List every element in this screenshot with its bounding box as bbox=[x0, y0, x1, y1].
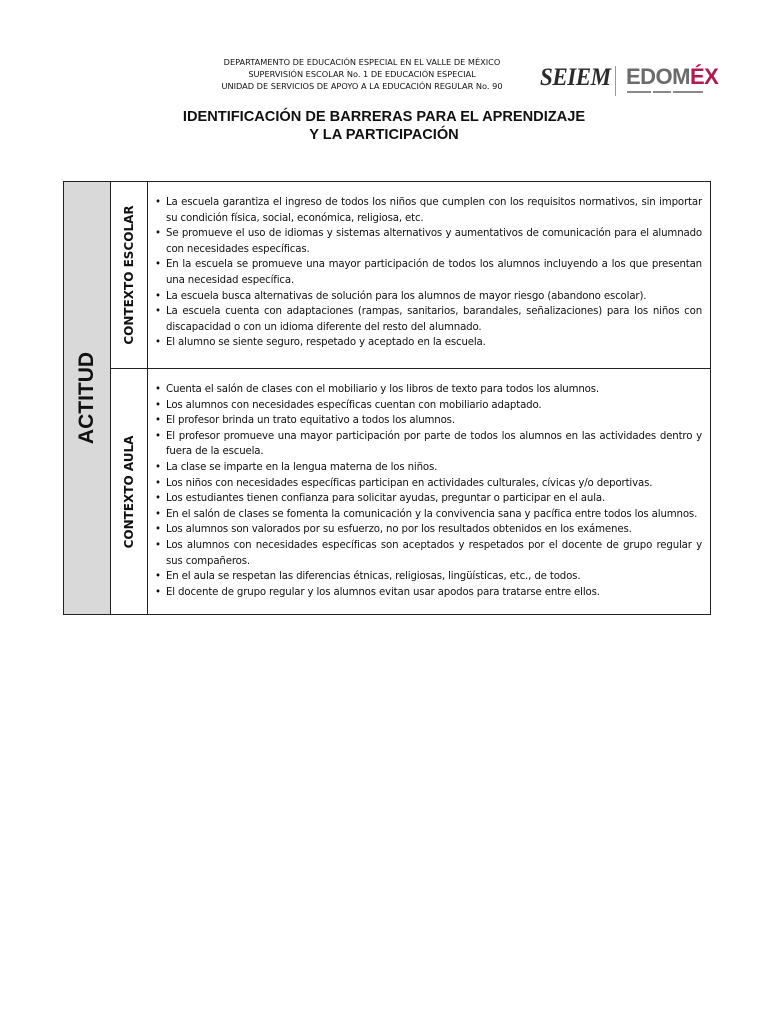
institution-header bbox=[200, 56, 524, 92]
context-column bbox=[111, 369, 148, 614]
context-label: CONTEXTO ESCOLAR bbox=[122, 205, 136, 345]
edomex-logo bbox=[626, 64, 718, 90]
edomex-logo-accent: ÉX bbox=[690, 64, 719, 89]
category-label: ACTITUD bbox=[75, 351, 98, 445]
table-row bbox=[111, 369, 710, 614]
list-item: • Los alumnos con necesidades específicas cuentan con mobiliario adaptado. bbox=[154, 398, 702, 414]
barriers-table bbox=[63, 181, 711, 615]
header-line: UNIDAD DE SERVICIOS DE APOYO A LA EDUCACIÓN REGULAR No. 90 bbox=[221, 81, 503, 91]
list-item: • Cuenta el salón de clases con el mobiliario y los libros de texto para todos los alumnos. bbox=[154, 382, 702, 398]
title-line: Y LA PARTICIPACIÓN bbox=[309, 127, 459, 143]
list-item: • La escuela garantiza el ingreso de todos los niños que cumplen con los requisitos normativos, sin importar su condición física, social, económica, religiosa, etc. bbox=[154, 195, 702, 226]
criteria-list bbox=[148, 182, 710, 351]
header-line: DEPARTAMENTO DE EDUCACIÓN ESPECIAL EN EL VALLE DE MÉXICO bbox=[223, 57, 501, 67]
list-item: • Los alumnos con necesidades específicas son aceptados y respetados por el docente de grupo regular y sus compañeros. bbox=[154, 538, 702, 569]
list-item: • Los niños con necesidades específicas participan en actividades culturales, cívicas y/o deportivas. bbox=[154, 476, 702, 492]
list-item: • La escuela busca alternativas de solución para los alumnos de mayor riesgo (abandono escolar). bbox=[154, 289, 702, 305]
list-item: • El alumno se siente seguro, respetado y aceptado en la escuela. bbox=[154, 335, 702, 351]
list-item: • La escuela cuenta con adaptaciones (rampas, sanitarios, barandales, señalizaciones) para los niños con discapacidad o con un idioma diferente del resto del alumnado. bbox=[154, 304, 702, 335]
title-line: IDENTIFICACIÓN DE BARRERAS PARA EL APRENDIZAJE bbox=[182, 109, 586, 125]
context-label: CONTEXTO AULA bbox=[122, 435, 136, 548]
header-line: SUPERVISIÓN ESCOLAR No. 1 DE EDUCACIÓN ESPECIAL bbox=[248, 69, 476, 79]
list-item: • En el aula se respetan las diferencias étnicas, religiosas, lingüísticas, etc., de todos. bbox=[154, 569, 702, 585]
list-item: • Los alumnos son valorados por su esfuerzo, no por los resultados obtenidos en los exámenes. bbox=[154, 522, 702, 538]
list-item: • En la escuela se promueve una mayor participación de todos los alumnos incluyendo a los que presentan una necesidad específica. bbox=[154, 257, 702, 288]
list-item: • El docente de grupo regular y los alumnos evitan usar apodos para tratarse entre ellos. bbox=[154, 585, 702, 601]
edomex-logo-main: EDOM bbox=[626, 64, 690, 89]
list-item: • El profesor brinda un trato equitativo a todos los alumnos. bbox=[154, 413, 702, 429]
context-column bbox=[111, 182, 148, 368]
category-column bbox=[64, 182, 111, 614]
criteria-list bbox=[148, 369, 710, 600]
list-item: • Se promueve el uso de idiomas y sistemas alternativos y aumentativos de comunicación para el alumnado con necesidades específicas. bbox=[154, 226, 702, 257]
edomex-tagline-graphic bbox=[627, 91, 711, 95]
list-item: • El profesor promueve una mayor participación por parte de todos los alumnos en las actividades dentro y fuera de la escuela. bbox=[154, 429, 702, 460]
list-item: • Los estudiantes tienen confianza para solicitar ayudas, preguntar o participar en el aula. bbox=[154, 491, 702, 507]
table-row bbox=[111, 182, 710, 369]
seiem-logo: SEIEM bbox=[540, 64, 611, 91]
document-title bbox=[134, 108, 634, 144]
list-item: • La clase se imparte en la lengua materna de los niños. bbox=[154, 460, 702, 476]
logo-divider bbox=[615, 66, 616, 96]
list-item: • En el salón de clases se fomenta la comunicación y la convivencia sana y pacífica entre todos los alumnos. bbox=[154, 507, 702, 523]
